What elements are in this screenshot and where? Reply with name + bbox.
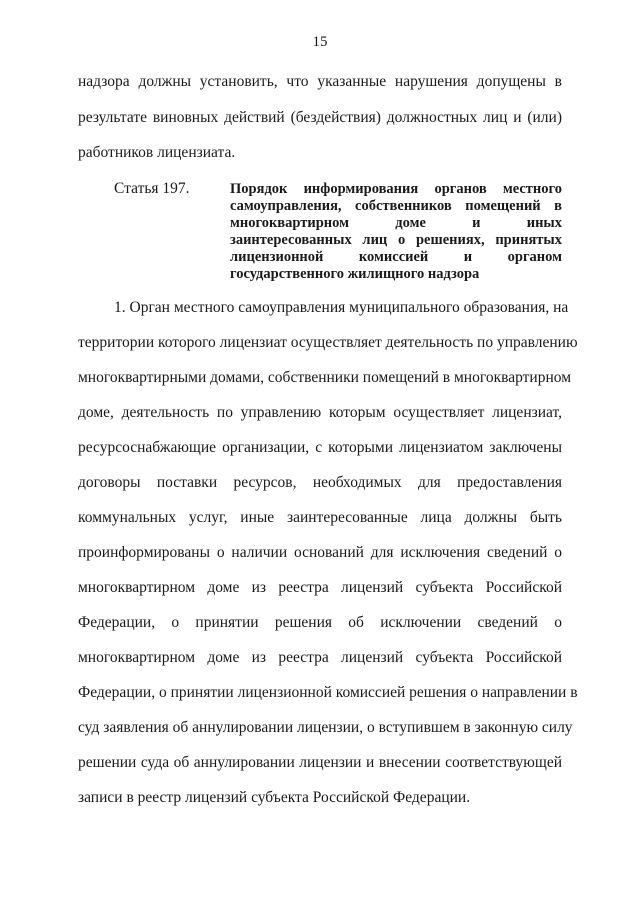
body-line: коммунальных услуг, иные заинтересованные лица должны быть [78,509,562,526]
article-label: Статья 197. [114,180,190,197]
article-title-line: заинтересованных лиц о решениях, принятых [230,232,562,248]
body-line: многоквартирном доме из реестра лицензий субъекта Российской [78,649,562,666]
body-line: ресурсоснабжающие организации, с которыми лицензиатом заключены [78,439,562,456]
body-line: договоры поставки ресурсов, необходимых для предоставления [78,474,562,491]
body-line: проинформированы о наличии оснований для исключения сведений о [78,544,562,561]
body-line: многоквартирными домами, собственники помещений в многоквартирном [78,369,572,386]
body-line: доме, деятельность по управлению которым осуществляет лицензиат, [78,404,562,421]
article-title-line: Порядок информирования органов местного [230,181,562,197]
body-line: Федерации, о принятии решения об исключении сведений о [78,614,562,631]
body-line: записи в реестр лицензий субъекта Российской Федерации. [78,789,471,806]
intro-line: результате виновных действий (бездействия) должностных лиц и (или) [78,109,562,126]
article-title-line: самоуправления, собственников помещений в [230,198,562,214]
intro-line: работников лицензиата. [78,144,236,161]
article-title-line: лицензионной комиссией и органом [230,249,562,265]
body-line: решении суда об аннулировании лицензии и внесении соответствующей [78,754,562,771]
intro-line: надзора должны установить, что указанные нарушения допущены в [78,73,562,90]
body-line: 1. Орган местного самоуправления муниципального образования, на [114,299,569,316]
article-title-line: государственного жилищного надзора [230,266,480,282]
body-line: многоквартирном доме из реестра лицензий субъекта Российской [78,579,562,596]
body-line: территории которого лицензиат осуществляет деятельность по управлению [78,334,578,351]
body-line: суд заявления об аннулировании лицензии, о вступившем в законную силу [78,719,573,736]
article-title-line: многоквартирном доме и иных [230,215,562,231]
body-line: Федерации, о принятии лицензионной комиссией решения о направлении в [78,684,578,701]
page-number: 15 [312,34,328,50]
